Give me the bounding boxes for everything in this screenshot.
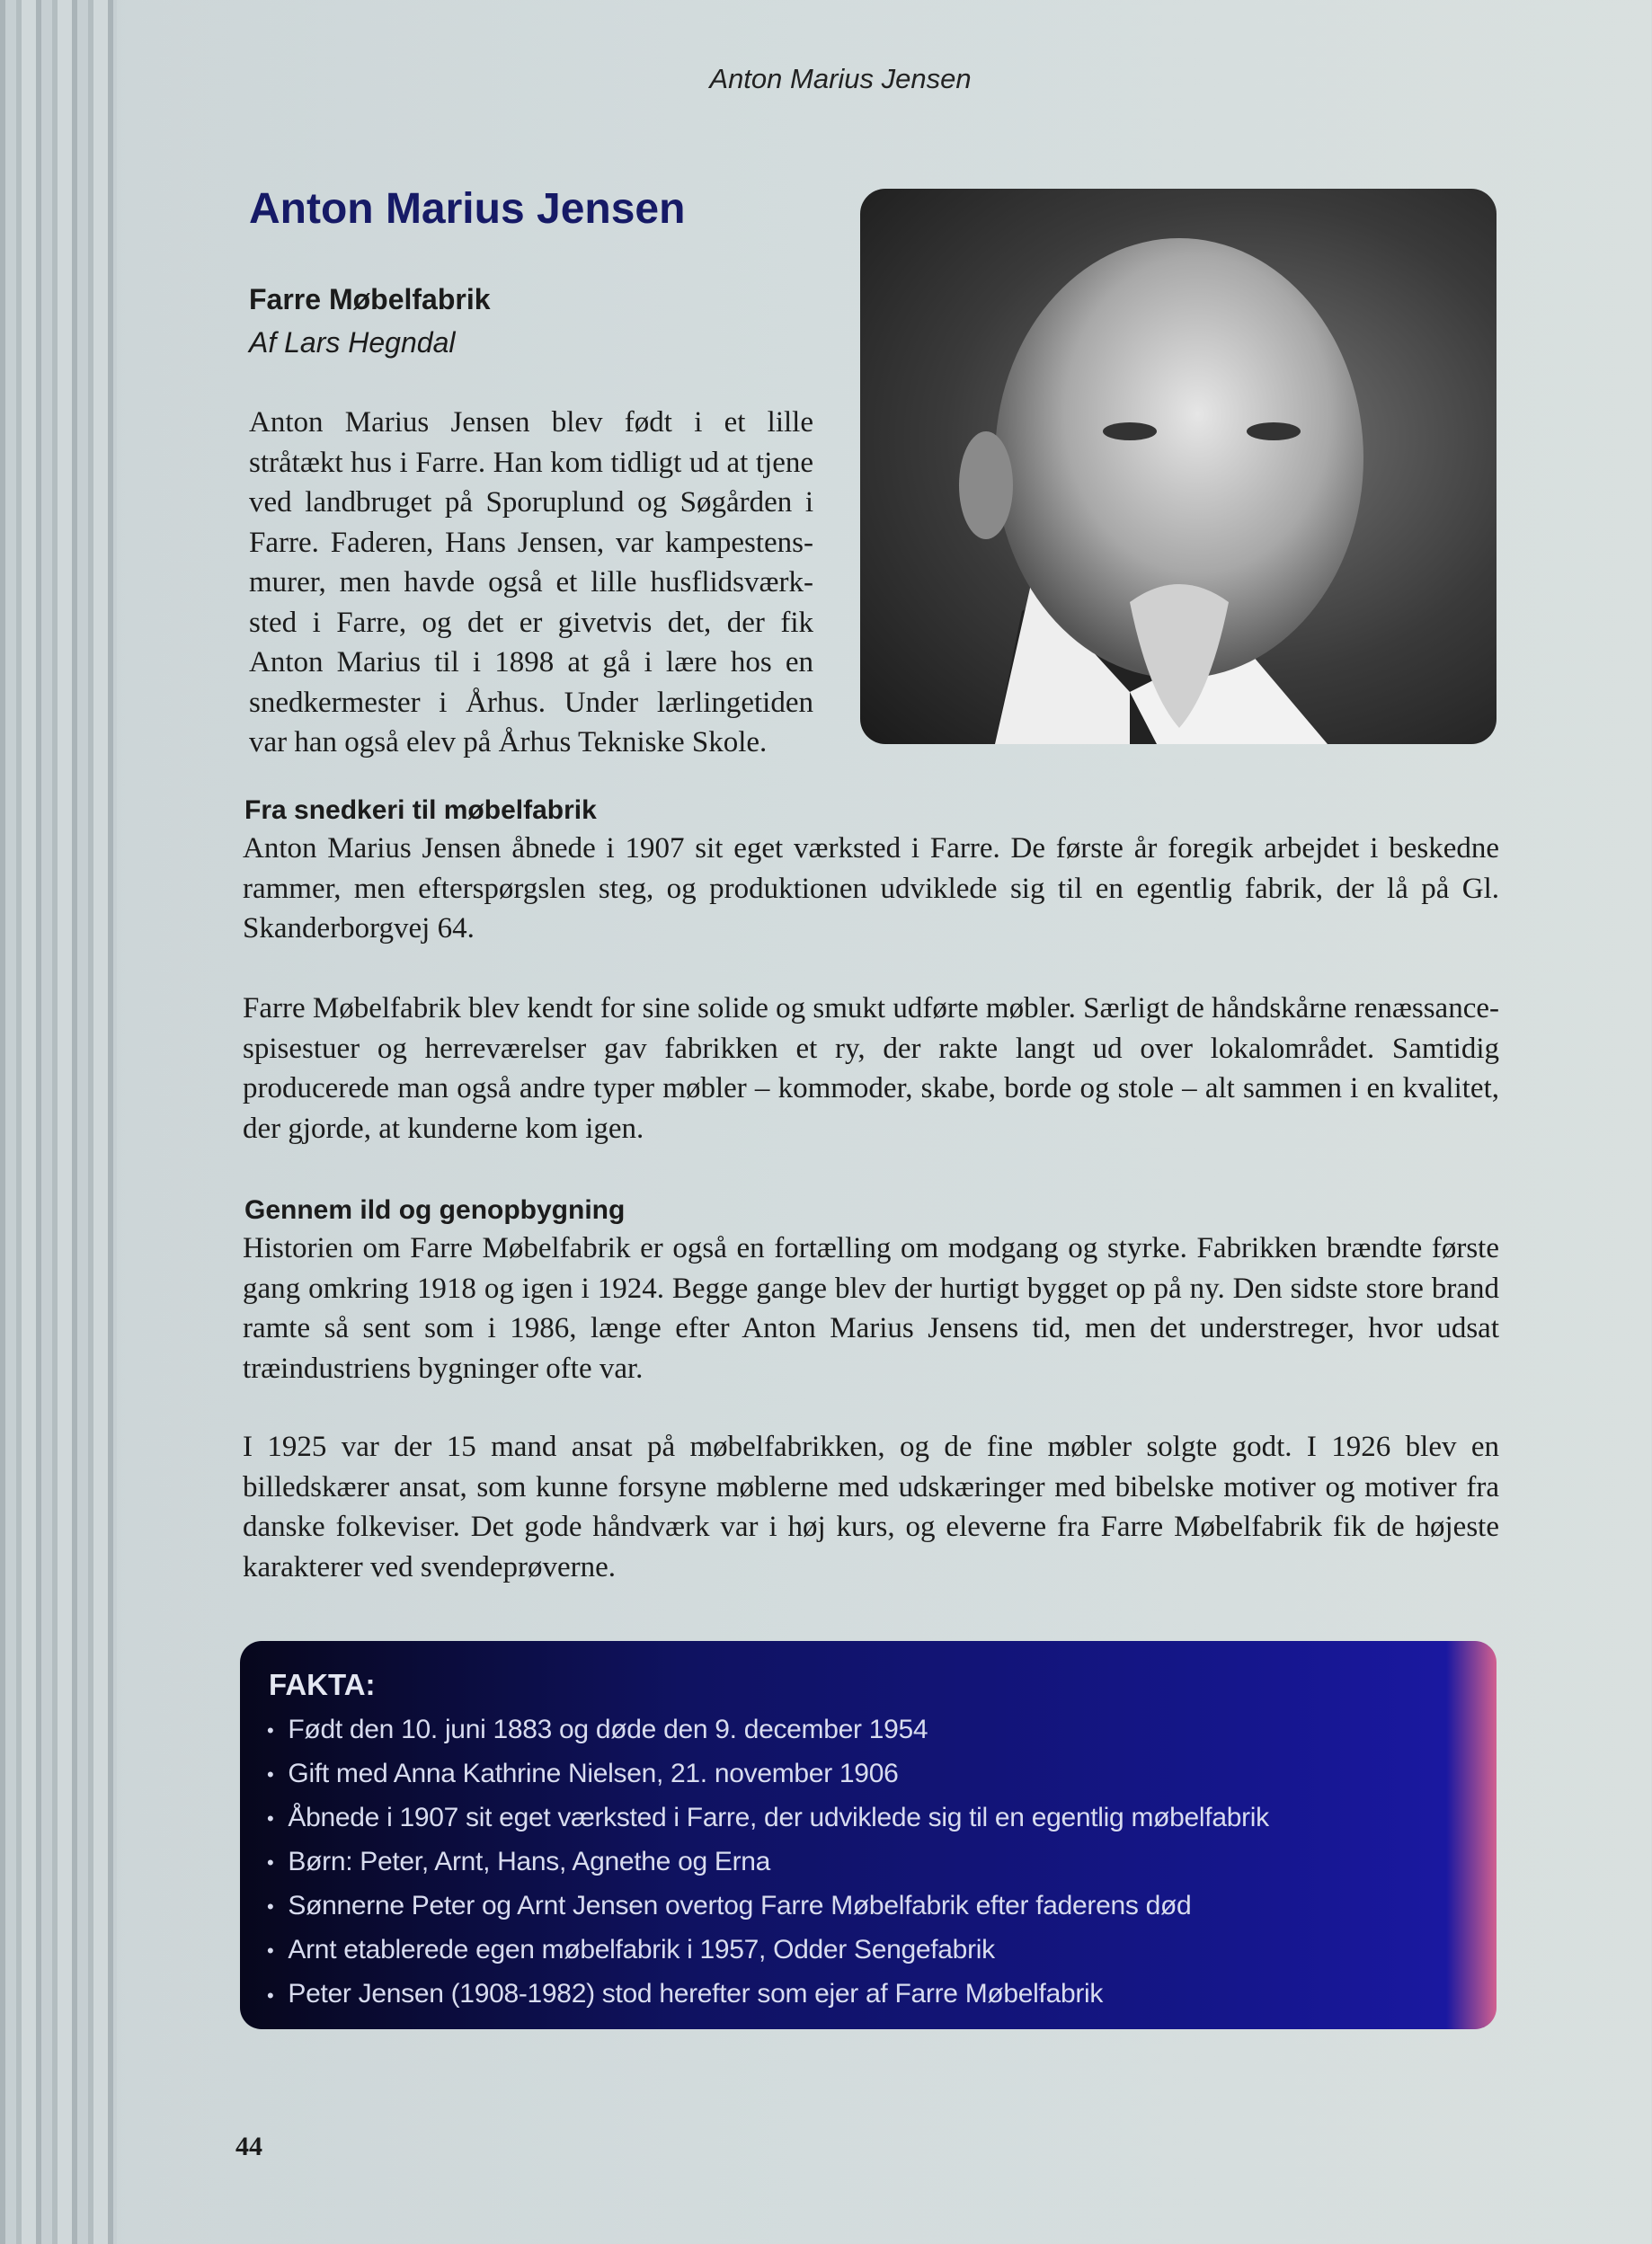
article-subtitle: Farre Møbelfabrik (249, 283, 491, 315)
section-heading: Fra snedkeri til møbelfabrik (244, 795, 597, 825)
section-heading: Gennem ild og genopbygning (244, 1195, 626, 1225)
body-paragraph: I 1925 var der 15 mand ansat på møbelfabrikken, og de fine møbler solgte godt. I 1926 blev en billedskærer ansat, som kunne forsyne møblerne med udskæringer med bibelske motiver og motiver fra danske folkeviser. Det gode håndværk var i høj kurs, og eleverne fra Farre Møbelfabrik fik de højeste karakterer ved svendeprøverne. (243, 1431, 1499, 1583)
article-title: Anton Marius Jensen (249, 185, 686, 233)
fakta-item: • Børn: Peter, Arnt, Hans, Agnethe og Erna (267, 1840, 1269, 1885)
fakta-item: • Peter Jensen (1908-1982) stod herefter som ejer af Farre Møbelfabrik (267, 1973, 1269, 2017)
byline: Af Lars Hegndal (249, 326, 456, 359)
body-paragraph: Farre Møbelfabrik blev kendt for sine solide og smukt udførte møbler. Særligt de håndskårne renæssance-spisestuer og herreværelser gav fabrikken et ry, der rakte langt ud over lokalområdet. Samtidig producerede man også andre typer møbler – kommoder, skabe, borde og stole – alt sammen i en kvalitet, der gjorde, at kunderne kom igen. (243, 992, 1499, 1145)
book-binding (0, 0, 117, 2244)
fakta-list (267, 1708, 1269, 2018)
body-paragraph: Historien om Farre Møbelfabrik er også en fortælling om modgang og styrke. Fabrikken brændte første gang omkring 1918 og igen i 1924. Begge gange blev der hurtigt bygget op på ny. Den sidste store brand ramte så sent som i 1986, længe efter Anton Marius Jensens tid, men det understreger, hvor udsat træindustriens bygninger ofte var. (243, 1232, 1499, 1385)
running-header: Anton Marius Jensen (709, 63, 972, 94)
page-number: 44 (235, 2132, 262, 2161)
fakta-item: • Arnt etablerede egen møbelfabrik i 1957, Odder Sengefabrik (267, 1929, 1269, 1973)
fakta-item: • Født den 10. juni 1883 og døde den 9. december 1954 (267, 1708, 1269, 1752)
fakta-item: • Sønnerne Peter og Arnt Jensen overtog Farre Møbelfabrik efter faderens død (267, 1885, 1269, 1929)
intro-paragraph: Anton Marius Jensen blev født i et lille stråtækt hus i Farre. Han kom tidligt ud at tjene ved landbruget på Sporuplund og Søgården i Farre. Faderen, Hans Jensen, var kampestensmurer, men havde også et lille husflidsværksted i Farre, og det er givetvis det, der fik Anton Marius til i 1898 at gå i lære hos en snedkermester i Århus. Under lærlingetiden var han også elev på Århus Tekniske Skole. (249, 406, 813, 758)
fakta-item: • Gift med Anna Kathrine Nielsen, 21. november 1906 (267, 1752, 1269, 1796)
fakta-box (240, 1641, 1497, 2029)
fakta-item: • Åbnede i 1907 sit eget værksted i Farre, der udviklede sig til en egentlig møbelfabrik (267, 1796, 1269, 1840)
portrait-photo (860, 189, 1497, 744)
body-paragraph: Anton Marius Jensen åbnede i 1907 sit eget værksted i Farre. De første år foregik arbejdet i beskedne rammer, men efterspørgslen steg, og produktionen udviklede sig til en egentlig fabrik, der lå på Gl. Skanderborgvej 64. (243, 832, 1499, 945)
fakta-title: FAKTA: (269, 1668, 376, 1701)
